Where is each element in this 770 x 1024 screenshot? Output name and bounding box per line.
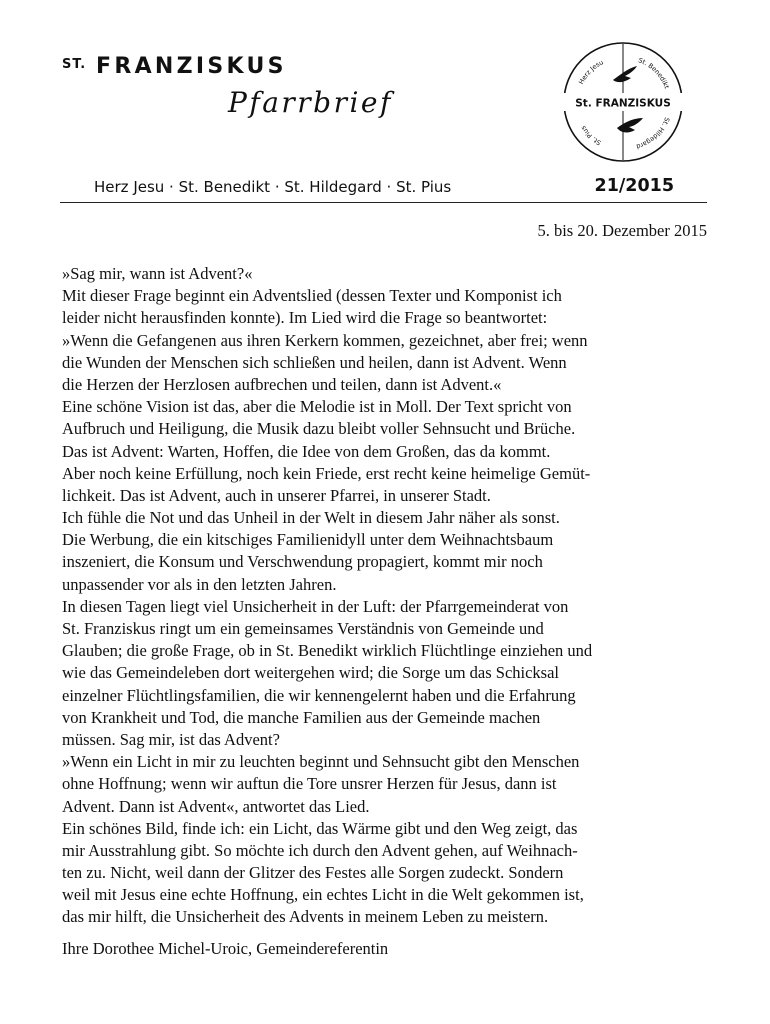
logo-center-text: St. FRANZISKUS [575, 97, 671, 110]
article-line: Aufbruch und Heiligung, die Musik dazu bleibt voller Sehnsucht und Brüche. [62, 419, 576, 439]
logo-ring-top-left: Herz Jesu [577, 58, 605, 86]
article-line: lichkeit. Das ist Advent, auch in unserer Pfarrei, in unserer Stadt. [62, 485, 491, 505]
article-line: mir Ausstrahlung gibt. So möchte ich durch den Advent gehen, auf Weihnach- [62, 840, 578, 860]
article-line: die Wunden der Menschen sich schließen und heilen, dann ist Advent. Wenn [62, 352, 567, 372]
issue-number: 21/2015 [594, 176, 674, 196]
article-body [62, 263, 722, 929]
signature: Ihre Dorothee Michel-Uroic, Gemeindereferentin [62, 939, 389, 958]
article-line: Die Werbung, die ein kitschiges Familienidyll unter dem Weihnachtsbaum [62, 530, 554, 550]
article-line: von Krankheit und Tod, die manche Familien aus der Gemeinde machen [62, 707, 541, 727]
article-line: wie das Gemeindeleben dort weitergehen wird; die Sorge um das Schicksal [62, 663, 560, 683]
article-line: »Sag mir, wann ist Advent?« [62, 264, 253, 283]
article-line: leider nicht herausfinden konnte). Im Lied wird die Frage so beantwortet: [62, 308, 548, 328]
article-line: inszeniert, die Konsum und Verschwendung propagiert, kommt mir noch [62, 552, 543, 572]
header-divider [60, 202, 707, 203]
article-line: Ich fühle die Not und das Unheil in der Welt in diesem Jahr näher als sonst. [62, 508, 560, 528]
article-line: Aber noch keine Erfüllung, noch kein Friede, erst recht keine heimelige Gemüt- [62, 463, 591, 483]
parish-list: Herz Jesu · St. Benedikt · St. Hildegard · St. Pius [94, 178, 452, 196]
article-line: Mit dieser Frage beginnt ein Adventslied (dessen Texter und Komponist ich [62, 286, 562, 306]
article-line: »Wenn ein Licht in mir zu leuchten beginnt und Sehnsucht gibt den Menschen [62, 752, 580, 772]
logo-ring-top-right: St. Benedikt [637, 56, 671, 90]
newsletter-subtitle: Pfarrbrief [228, 86, 393, 119]
logo-ring-bottom-right: St. Hildegard [635, 116, 672, 151]
article-line: Eine schöne Vision ist das, aber die Melodie ist in Moll. Der Text spricht von [62, 397, 572, 417]
article-line: ohne Hoffnung; wenn wir auftun die Tore unsrer Herzen für Jesus, dann ist [62, 774, 557, 794]
masthead-st: ST. [62, 57, 87, 72]
article-line: »Wenn die Gefangenen aus ihren Kerkern kommen, gezeichnet, aber frei; wenn [62, 330, 588, 350]
parish-logo [557, 38, 689, 166]
article-line: müssen. Sag mir, ist das Advent? [62, 729, 280, 749]
logo-ring-bottom-left: St. Pius [579, 124, 603, 147]
article-line: die Herzen der Herzlosen aufbrechen und teilen, dann ist Advent.« [62, 374, 502, 394]
article-line: Glauben; die große Frage, ob in St. Benedikt wirklich Flüchtlinge einziehen und [62, 641, 593, 661]
article-line: einzelner Flüchtlingsfamilien, die wir kennengelernt haben und die Erfahrung [62, 685, 576, 705]
masthead-title: FRANZISKUS [96, 54, 287, 79]
article-line: ten zu. Nicht, weil dann der Glitzer des Festes alle Sorgen zudeckt. Sondern [62, 863, 564, 883]
article-line: Advent. Dann ist Advent«, antwortet das Lied. [62, 796, 370, 816]
article-line: In diesen Tagen liegt viel Unsicherheit in der Luft: der Pfarrgemeinderat von [62, 596, 569, 616]
article-line: das mir hilft, die Unsicherheit des Advents in meinem Leben zu meistern. [62, 907, 549, 927]
issue-date: 5. bis 20. Dezember 2015 [537, 221, 707, 240]
article-line: St. Franziskus ringt um ein gemeinsames Verständnis von Gemeinde und [62, 619, 544, 638]
article-line: weil mit Jesus eine echte Hoffnung, ein echtes Licht in die Welt gekommen ist, [62, 885, 584, 905]
article-line: unpassender vor als in den letzten Jahren. [62, 574, 337, 594]
article-line: Das ist Advent: Warten, Hoffen, die Idee von dem Großen, das da kommt. [62, 441, 551, 461]
article-line: Ein schönes Bild, finde ich: ein Licht, das Wärme gibt und den Weg zeigt, das [62, 818, 578, 838]
